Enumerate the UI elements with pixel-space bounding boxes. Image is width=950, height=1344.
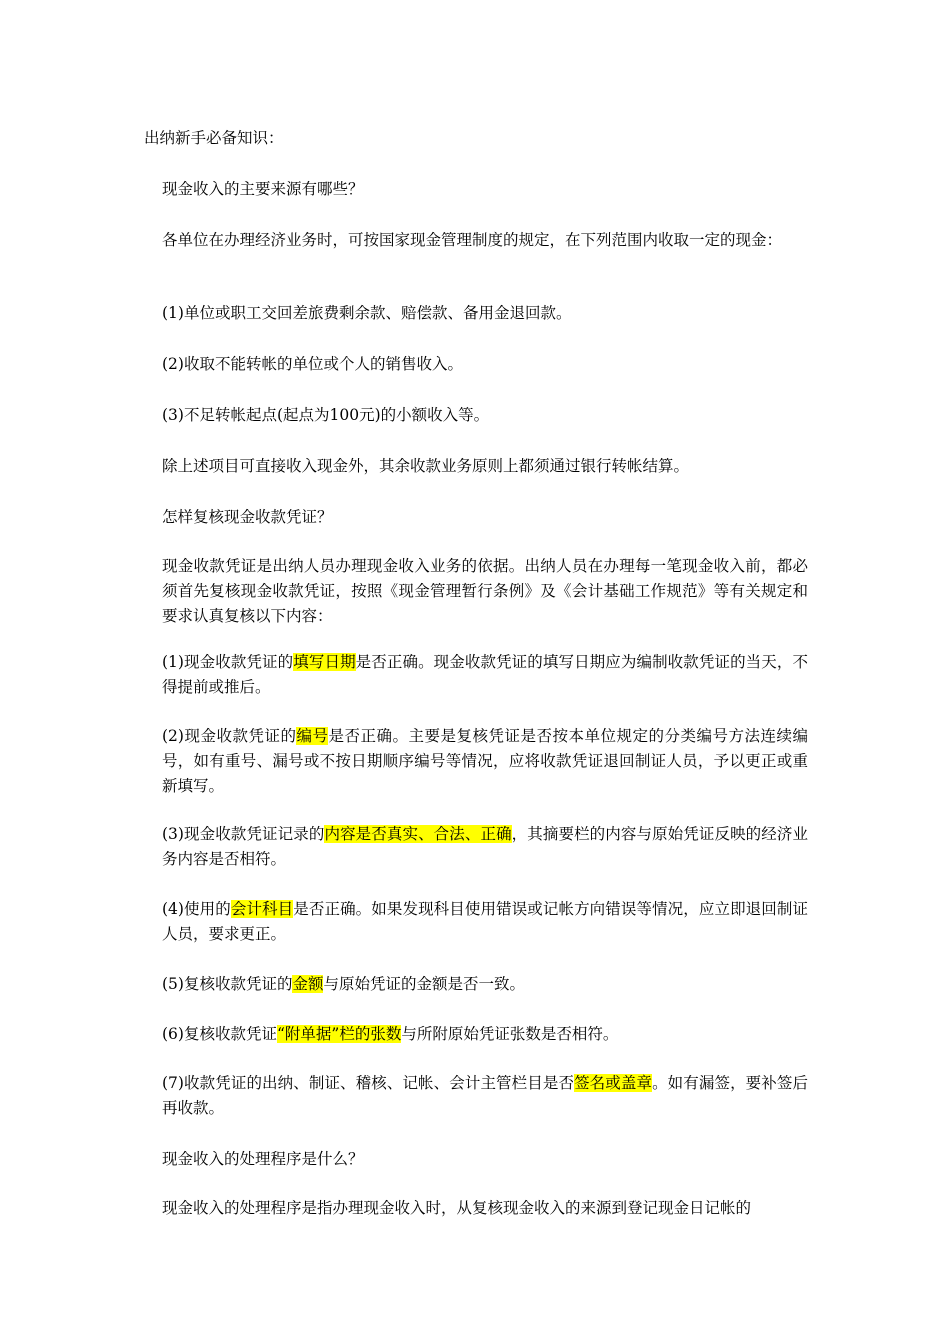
paragraph-procedure: 现金收入的处理程序是指办理现金收入时，从复核现金收入的来源到登记现金日记帐的 bbox=[162, 1199, 752, 1217]
highlight-attachments: “附单据”栏的张数 bbox=[276, 1025, 402, 1043]
highlight-content: 内容是否真实、合法、正确 bbox=[324, 825, 512, 843]
highlight-amount: 金额 bbox=[292, 975, 324, 993]
question-heading-2: 怎样复核现金收款凭证？ bbox=[162, 508, 333, 526]
list-item-source-1: (1)单位或职工交回差旅费剩余款、赔偿款、备用金退回款。 bbox=[162, 304, 572, 322]
question-heading-3: 现金收入的处理程序是什么？ bbox=[162, 1150, 364, 1168]
review-item-4: (4)使用的会计科目是否正确。如果发现科目使用错误或记帐方向错误等情况，应立即退回制证人员，要求更正。 bbox=[162, 900, 808, 943]
review-item-1: (1)现金收款凭证的填写日期是否正确。现金收款凭证的填写日期应为编制收款凭证的当天，不得提前或推后。 bbox=[162, 653, 808, 696]
review-item-2: (2)现金收款凭证的编号是否正确。主要是复核凭证是否按本单位规定的分类编号方法连续编号，如有重号、漏号或不按日期顺序编号等情况，应将收款凭证退回制证人员，予以更正或重新填写。 bbox=[162, 727, 808, 795]
paragraph-cash-sources: 各单位在办理经济业务时，可按国家现金管理制度的规定，在下列范围内收取一定的现金： bbox=[162, 231, 783, 249]
highlight-signature: 签名或盖章 bbox=[574, 1074, 653, 1092]
review-item-3: (3)现金收款凭证记录的内容是否真实、合法、正确，其摘要栏的内容与原始凭证反映的经济业务内容是否相符。 bbox=[162, 825, 808, 868]
list-item-source-3: (3)不足转帐起点(起点为100元)的小额收入等。 bbox=[162, 406, 490, 424]
review-item-7: (7)收款凭证的出纳、制证、稽核、记帐、会计主管栏目是否签名或盖章。如有漏签，要补签后再收款。 bbox=[162, 1074, 808, 1117]
highlight-account: 会计科目 bbox=[230, 900, 294, 918]
question-heading-1: 现金收入的主要来源有哪些？ bbox=[162, 180, 364, 198]
highlight-date: 填写日期 bbox=[293, 653, 356, 671]
document-title: 出纳新手必备知识： bbox=[144, 129, 284, 147]
paragraph-bank-transfer: 除上述项目可直接收入现金外，其余收款业务原则上都须通过银行转帐结算。 bbox=[162, 457, 690, 475]
review-item-5: (5)复核收款凭证的金额与原始凭证的金额是否一致。 bbox=[162, 975, 525, 993]
paragraph-voucher-basis: 现金收款凭证是出纳人员办理现金收入业务的依据。出纳人员在办理每一笔现金收入前，都必须首先复核现金收款凭证，按照《现金管理暂行条例》及《会计基础工作规范》等有关规定和要求认真复核以下内容： bbox=[162, 557, 808, 625]
review-item-6: (6)复核收款凭证“附单据”栏的张数与所附原始凭证张数是否相符。 bbox=[162, 1025, 619, 1043]
highlight-number: 编号 bbox=[296, 727, 329, 745]
list-item-source-2: (2)收取不能转帐的单位或个人的销售收入。 bbox=[162, 355, 463, 373]
